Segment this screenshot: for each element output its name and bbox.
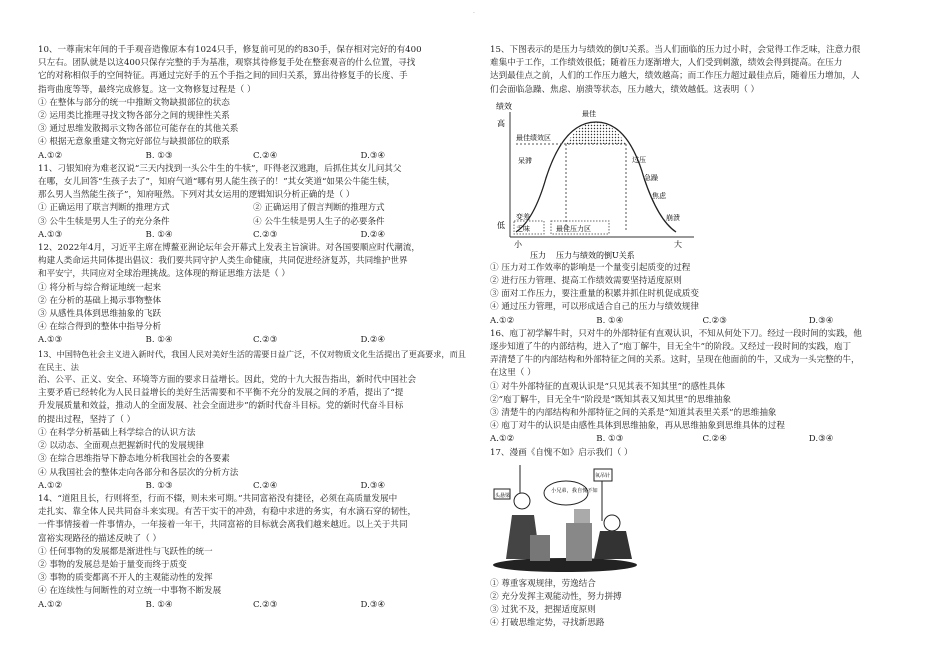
cartoon-svg: [490, 463, 640, 575]
right-student-head: [604, 515, 620, 531]
question-stem-line: 逐步知道了牛的内部结构，进入了“庖丁解牛，目无全牛”的阶段。又经过一段时间的实践，庖丁: [490, 342, 852, 353]
question-stem-line: 走扎实、靠全体人民共同奋斗来实现。有苦干实干的冲劲，有稳中求进的务实，有水滴石穿的韧性，: [38, 507, 417, 518]
option-a[interactable]: A.①②: [38, 599, 63, 610]
top-mark: .: [473, 8, 475, 15]
question-stem-line: 只左右。团队就是以这400只保存完整的手为基准，观察其待修复手处在整套观音的什么位置，寻找: [38, 58, 416, 69]
pressure-performance-diagram: [494, 100, 704, 260]
statement-item: ① 在整体与部分的统一中推断文物缺损部位的状态: [38, 97, 230, 108]
question-stem-line: 14、“道阻且长，行则将至，行而不辍，则未来可期。”共同富裕没有捷径，必须在高质量发展中: [38, 493, 398, 504]
question-17: [490, 447, 915, 631]
question-stem-line: 的提出过程，坚持了（ ）: [38, 414, 136, 425]
question-stem-line: 富裕实现路径的描述反映了（ ）: [38, 533, 162, 544]
option-b[interactable]: B. ①④: [596, 315, 624, 326]
option-d[interactable]: D.②④: [360, 335, 386, 346]
statement-item: ④ 通过压力管理，可以形成适合自己的压力与绩效规律: [490, 302, 699, 313]
option-d[interactable]: D.③④: [808, 315, 834, 326]
option-a[interactable]: A.①③: [38, 335, 63, 346]
option-a[interactable]: A.①②: [490, 315, 515, 326]
answer-options: [38, 334, 468, 347]
option-d[interactable]: D.③④: [360, 480, 386, 491]
answer-options: [490, 315, 915, 328]
left-tag-text: 头悬梁: [495, 492, 511, 499]
statement-item: ① 在科学分析基础上科学综合的认识方法: [38, 427, 196, 438]
right-column: [490, 44, 915, 631]
question-stem-line: 那么男人当然能生孩子”，知府哑然。下列对其女运用的逻辑知识分析正确的是（ ）: [38, 190, 355, 201]
statement-item: ① 任何事物的发展都是渐进性与飞跃性的统一: [38, 546, 213, 557]
option-b[interactable]: B. ①④: [145, 229, 173, 240]
question-stem-line: 治、公平、正义、安全、环境等方面的要求日益增长。因此，党的十九大报告指出，新时代中国社会: [38, 375, 417, 386]
over-label: 过压: [632, 155, 646, 164]
best-zone-label: 最佳绩效区: [516, 133, 551, 142]
question-12: [38, 242, 468, 348]
x-axis-title: 压力: [530, 250, 546, 260]
collapse-label: 崩溃: [666, 213, 680, 222]
question-13: [38, 348, 468, 493]
option-c[interactable]: C.②③: [253, 599, 278, 610]
inverted-u-figure: [494, 100, 704, 260]
option-a[interactable]: A.①②: [38, 150, 63, 161]
option-c[interactable]: C.②④: [253, 150, 278, 161]
statement-item: ③ 从感性具体到思维抽象的飞跃: [38, 309, 162, 320]
left-column: [38, 44, 468, 612]
statement-item: ④ 公牛生犊是男人生子的必要条件: [253, 216, 385, 227]
statement-item: ② 运用类比推理寻找文物各部分之间的规律性关系: [38, 111, 230, 122]
rash-label: 急躁: [644, 173, 658, 182]
option-b[interactable]: B. ①④: [145, 599, 173, 610]
question-stem-line: 在这里（ ）: [490, 368, 536, 379]
option-a[interactable]: A.①③: [38, 229, 63, 240]
right-student-body: [594, 531, 632, 559]
bubble-text: 小兄弟，我自愧不如: [551, 487, 598, 494]
statement-item: ②“庖丁解牛，目无全牛”阶段是“既知其表又知其里”的思维抽象: [490, 394, 732, 405]
answer-options: [38, 150, 468, 163]
answer-options: [38, 599, 468, 612]
question-stem-line: 它的对称相似手的空间特征。再通过完好手的五个手指之间的回归关系，算出待修复手的长度、手: [38, 71, 408, 82]
x-small-label: 小: [514, 239, 522, 249]
right-book-top: [574, 509, 590, 523]
question-stem-line: 10、一尊南宋年间的千手观音造像原本有1024只手，修复前可见的约830手，保存相对完好的有400: [38, 45, 422, 55]
question-11: [38, 163, 468, 242]
statement-item: ① 压力对工作效率的影响是一个量变引起质变的过程: [490, 262, 691, 273]
question-stem-line: 17、漫画《自愧不如》启示我们（ ）: [490, 447, 633, 458]
statement-item: ④ 庖丁对牛的认识是由感性具体到思维抽象，再从思维抽象到思维具体的过程: [490, 421, 785, 432]
right-tag-text: 氧吊针: [595, 472, 611, 479]
statement-item: ② 正确运用了假言判断的推理方式: [253, 203, 385, 214]
option-d[interactable]: D.②④: [360, 229, 386, 240]
statement-grid: [38, 202, 468, 228]
x-big-label: 大: [674, 239, 682, 249]
statement-item: ④ 根据无意象重建文物完好部位与缺损部位的联系: [38, 137, 230, 148]
statement-item: ② 以动态、全面观点把握新时代的发展规律: [38, 441, 205, 452]
y-axis-label: 绩效: [496, 101, 512, 111]
statement-item: ④ 在综合得到的整体中指导分析: [38, 322, 162, 333]
answer-options: [490, 433, 915, 446]
statement-item: ① 将分析与综合辩证地统一起来: [38, 282, 162, 293]
question-14: [38, 493, 468, 612]
statement-item: ③ 面对工作压力，要注重量的积累并抓住时机促成质变: [490, 289, 699, 300]
question-stem-line: 主要矛盾已经转化为人民日益增长的美好生活需要和不平衡不充分的发展之间的矛盾，提出了“提: [38, 388, 404, 399]
best-label: 最佳: [582, 109, 596, 118]
bored-label: 乏味: [516, 224, 530, 233]
question-10: [38, 44, 468, 163]
question-stem-line: 指弯曲度等等，最终完成修复。这一文物修复过程是（ ）: [38, 84, 256, 95]
option-c[interactable]: C.②④: [702, 434, 727, 445]
statement-item: ① 尊重客观规律，劳逸结合: [490, 578, 596, 589]
statement-item: ④ 打破思维定势，寻找新思路: [490, 618, 605, 629]
question-stem-line: 在哪，女儿回答“生孩子去了”，知府气道“哪有男人能生孩子的！”其女笑道“如果公牛能生犊，: [38, 177, 396, 188]
question-stem-line: 一件事情接着一件事情办，一年接着一年干，共同富裕的目标就会离我们越来越近。以上关于共同: [38, 520, 408, 531]
y-low-label: 低: [497, 220, 505, 230]
question-stem-line: 难集中于工作，工作绩效很低；随着压力逐渐增大，人们受到刺激，绩效会得到提高。在压力: [490, 58, 843, 69]
question-stem-line: 12、2022年4月，习近平主席在博鳌亚洲论坛年会开幕式上发表主旨演讲。对各国要顺应时代潮流，: [38, 243, 421, 254]
option-c[interactable]: C.②④: [253, 480, 278, 491]
question-stem-line: 们会面临急躁、焦虑、崩溃等状态，压力越大，绩效越低。这表明（ ）: [490, 84, 760, 95]
statement-item: ① 对牛外部特征的直观认识是“只见其表不知其里”的感性具体: [490, 381, 725, 392]
statement-item: ③ 事物的质变都离不开人的主观能动性的发挥: [38, 573, 213, 584]
question-stem-line: 16、庖丁初学解牛时，只对牛的外部特征有直观认识，不知从何处下刀。经过一段时间的实践，他: [490, 328, 862, 339]
statement-item: ③ 公牛生犊是男人生子的充分条件: [38, 216, 170, 227]
question-stem-line: 15、下图表示的是压力与绩效的倒U关系。当人们面临的压力过小时，会觉得工作乏味，注意力很: [490, 45, 861, 55]
lazy-label: 变差: [516, 212, 530, 221]
right-book-stack: [566, 523, 592, 561]
option-b[interactable]: B. ①③: [596, 434, 624, 445]
best-pressure-label: 最佳压力区: [556, 224, 591, 233]
option-d[interactable]: D.③④: [360, 599, 386, 610]
dull-label: 呆滞: [518, 156, 532, 165]
statement-item: ① 正确运用了联言判断的推理方式: [38, 203, 170, 214]
anxious-label: 焦虑: [652, 191, 666, 200]
statement-item: ③ 在综合思维指导下静态地分析我国社会的各要素: [38, 454, 230, 465]
best-zone-shading: [566, 122, 626, 144]
question-15: [490, 44, 915, 328]
statement-item: ④ 从我国社会的整体走向各部分和各层次的分析方法: [38, 467, 239, 478]
statement-item: ③ 通过思维发散揭示文物各部位可能存在的其他关系: [38, 124, 239, 135]
left-book-pile: [530, 535, 550, 561]
answer-options: [38, 229, 468, 242]
option-b[interactable]: B. ①③: [145, 150, 173, 161]
option-d[interactable]: D.③④: [360, 150, 386, 161]
figure-caption: 压力与绩效的倒U关系: [556, 250, 635, 260]
ground-shadow: [493, 558, 637, 572]
option-a[interactable]: A.①②: [490, 434, 515, 445]
option-d[interactable]: D.③④: [808, 434, 834, 445]
option-b[interactable]: B. ①③: [145, 480, 173, 491]
option-c[interactable]: C.②③: [253, 335, 278, 346]
statement-item: ② 事物的发展总是始于量变而终于质变: [38, 559, 187, 570]
statement-item: ④ 在连续性与间断性的对立统一中事物不断发展: [38, 586, 222, 597]
statement-item: ② 进行压力管理、提高工作绩效需要坚持适度原则: [490, 276, 682, 287]
statement-item: ③ 过犹不及，把握适度原则: [490, 605, 596, 616]
statement-item: ② 在分析的基础上揭示事物整体: [38, 295, 162, 306]
question-16: [490, 328, 915, 447]
option-c[interactable]: C.②③: [702, 315, 727, 326]
answer-options: [38, 480, 468, 493]
statement-item: ② 充分发挥主观能动性，努力拼搏: [490, 592, 622, 603]
question-stem-line: 弄清楚了牛的内部结构和外部特征之间的关系。这时，呈现在他面前的牛，又成为一头完整的牛，: [490, 355, 860, 366]
question-stem-line: 构建人类命运共同体提出倡议：我们要共同守护人类生命健康，共同促进经济复苏，共同维护世界: [38, 256, 408, 267]
option-a[interactable]: A.①②: [38, 480, 63, 491]
statement-item: ③ 清楚牛的内部结构和外部特征之间的关系是“知道其表里关系”的思维抽象: [490, 408, 777, 419]
cartoon-illustration: [490, 463, 640, 575]
question-stem-line: 和平安宁，共同应对全球治理挑战。这体现的辩证思维方法是（ ）: [38, 269, 290, 280]
question-stem-line: 11、刁银知府为难老汉说“三天内找到一头公牛生的牛犊”，吓得老汉逃跑，后抓住其女儿问其父: [38, 163, 402, 174]
left-scholar-head: [514, 493, 530, 509]
question-stem-line: 升发展质量和效益，推动人的全面发展、社会全面进步”的新时代奋斗目标。党的新时代奋斗目标: [38, 401, 404, 412]
y-high-label: 高: [497, 118, 505, 128]
option-b[interactable]: B. ①④: [145, 335, 173, 346]
option-c[interactable]: C.②③: [253, 229, 278, 240]
question-stem-line: 达到最佳点之前，人们的工作压力越大，绩效越高；而工作压力超过最佳点后，随着压力增加，人: [490, 71, 860, 82]
question-stem-line: 13、中国特色社会主义进入新时代，我国人民对美好生活的需要日益广泛，不仅对物质文化生活提出了更高要求，而且在民主、法: [38, 348, 466, 372]
